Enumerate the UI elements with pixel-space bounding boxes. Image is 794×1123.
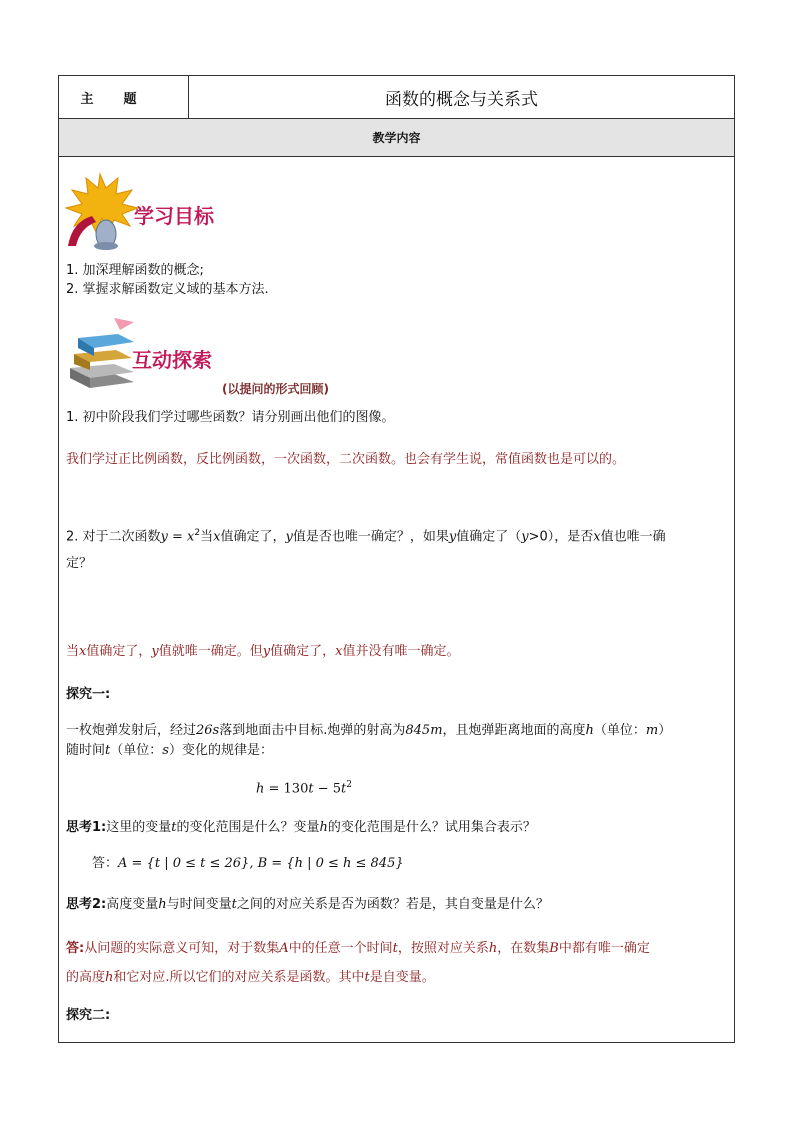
formula-var: t xyxy=(308,781,314,797)
answer-2-var: h xyxy=(488,941,498,956)
think-2-label: 思考2: xyxy=(66,897,107,912)
q2-text: 当 xyxy=(200,529,214,545)
q2-text: 值确定了， xyxy=(220,529,286,545)
q2-formula: y = x xyxy=(160,529,195,545)
a2-var: x xyxy=(79,644,87,659)
objective-item-2: 2. 掌握求解函数定义域的基本方法. xyxy=(66,282,269,297)
think-2 xyxy=(66,896,549,914)
answer-2-var: h xyxy=(105,970,114,985)
answer-2-text: 中的任意一个时间 xyxy=(288,941,393,956)
q2-text: 值是否也唯一确定？，如果 xyxy=(292,529,449,545)
think-2-var: h xyxy=(158,897,167,912)
para-text: ） xyxy=(658,723,672,738)
a2-var: y xyxy=(151,644,159,659)
answer-2-label: 答: xyxy=(66,941,85,956)
formula-exponent: 2 xyxy=(346,780,352,790)
para-value: 845m xyxy=(405,723,443,738)
answer-2 xyxy=(66,643,459,661)
topic-label-text: 主题 xyxy=(80,91,167,107)
para-text: ）变化的规律是： xyxy=(168,743,273,758)
formula-var: h xyxy=(256,781,265,797)
para-text: 随时间 xyxy=(66,743,106,758)
explore-banner xyxy=(62,316,222,392)
explore-banner-text: 互动探索 xyxy=(132,348,212,372)
think-1-text: 的变化范围是什么？变量 xyxy=(176,820,320,835)
inquiry-1-heading: 探究一: xyxy=(66,687,111,702)
explore-note: (以提问的形式回顾) xyxy=(222,382,329,396)
answer-2-text: ，在数集 xyxy=(497,941,550,956)
think-1-var: t xyxy=(171,820,177,835)
para-unit: m xyxy=(645,723,659,738)
a2-text: 值并没有唯一确定。 xyxy=(342,644,460,659)
a2-var: y xyxy=(262,644,271,659)
answer-2-text: 和它对应.所以它们的对应关系是函数。其中 xyxy=(113,970,365,985)
topic-row xyxy=(59,76,734,119)
think-2-text: 与时间变量 xyxy=(166,897,232,912)
para-text: （单位： xyxy=(110,743,163,758)
think-1-var: h xyxy=(319,820,328,835)
answer-1-sets: A = {t | 0 ≤ t ≤ 26}, B = {h | 0 ≤ h ≤ 845} xyxy=(118,856,404,871)
answer-2-var: t xyxy=(392,941,398,956)
a2-text: 值确定了， xyxy=(86,644,152,659)
section-label: 教学内容 xyxy=(59,119,734,157)
inquiry-1-para-line-1 xyxy=(66,722,671,740)
q2-var: y xyxy=(285,529,293,545)
q2-text: 值也唯一确 xyxy=(600,529,666,545)
maple-leaf-bell-icon xyxy=(62,172,142,252)
a2-text: 值确定了， xyxy=(270,644,336,659)
trajectory-formula xyxy=(256,780,352,796)
para-var: h xyxy=(585,723,594,738)
answer-think-1 xyxy=(92,855,404,873)
para-text: 一枚炮弹发射后，经过 xyxy=(66,723,197,738)
think-1-text: 这里的变量 xyxy=(106,820,172,835)
q2-text: >0），是否 xyxy=(528,529,594,545)
answer-2-var: B xyxy=(549,941,559,956)
formula-term: = 130 xyxy=(264,781,309,797)
formula-var: t xyxy=(341,781,347,797)
answer-think-2-line-2 xyxy=(66,969,435,987)
para-text: （单位： xyxy=(593,723,646,738)
answer-2-text: ，按照对应关系 xyxy=(397,941,489,956)
q2-var: x xyxy=(213,529,221,545)
topic-title: 函数的概念与关系式 xyxy=(385,89,538,110)
a2-var: x xyxy=(335,644,343,659)
answer-2-var: t xyxy=(364,970,370,985)
q2-var: y xyxy=(521,529,529,545)
answer-1: 我们学过正比例函数，反比例函数，一次函数，二次函数。也会有学生说，常值函数也是可以的。 xyxy=(66,452,626,467)
q2-var: x xyxy=(593,529,601,545)
answer-2-text: 是自变量。 xyxy=(369,970,435,985)
answer-2-text: 的高度 xyxy=(66,970,106,985)
answer-1-label: 答： xyxy=(92,856,119,871)
answer-think-2-line-1 xyxy=(66,940,650,958)
answer-2-var: A xyxy=(279,941,289,956)
para-unit: s xyxy=(162,743,169,758)
think-1 xyxy=(66,819,536,837)
para-var: t xyxy=(105,743,111,758)
think-2-text: 之间的对应关系是否为函数？若是，其自变量是什么？ xyxy=(236,897,549,912)
para-text: 落到地面击中目标.炮弹的射高为 xyxy=(219,723,406,738)
objectives-banner-text: 学习目标 xyxy=(134,204,214,228)
a2-text: 当 xyxy=(66,644,80,659)
think-2-text: 高度变量 xyxy=(106,897,159,912)
q2-text: 值确定了（ xyxy=(456,529,522,545)
para-value: 26s xyxy=(196,723,220,738)
objective-item-1: 1. 加深理解函数的概念; xyxy=(66,263,204,278)
objectives-banner xyxy=(62,172,222,252)
q2-text: 2. 对于二次函数 xyxy=(66,529,161,545)
think-1-label: 思考1: xyxy=(66,820,107,835)
question-2-line-1 xyxy=(66,524,666,546)
question-1: 1. 初中阶段我们学过哪些函数？请分别画出他们的图像。 xyxy=(66,410,395,425)
answer-2-text: 中都有唯一确定 xyxy=(558,941,650,956)
inquiry-1-para-line-2 xyxy=(66,742,273,760)
think-1-text: 的变化范围是什么？试用集合表示？ xyxy=(327,820,536,835)
answer-2-text: 从问题的实际意义可知，对于数集 xyxy=(84,941,280,956)
think-2-var: t xyxy=(231,897,237,912)
inquiry-2-heading: 探究二: xyxy=(66,1008,111,1023)
question-2-line-2: 定？ xyxy=(66,556,93,571)
books-icon xyxy=(62,316,142,392)
a2-text: 值就唯一确定。但 xyxy=(158,644,263,659)
q2-exponent: 2 xyxy=(194,528,201,538)
formula-term: − 5 xyxy=(313,781,342,797)
topic-label xyxy=(59,76,189,118)
q2-var: y xyxy=(448,529,457,545)
para-text: ，且炮弹距离地面的高度 xyxy=(442,723,586,738)
